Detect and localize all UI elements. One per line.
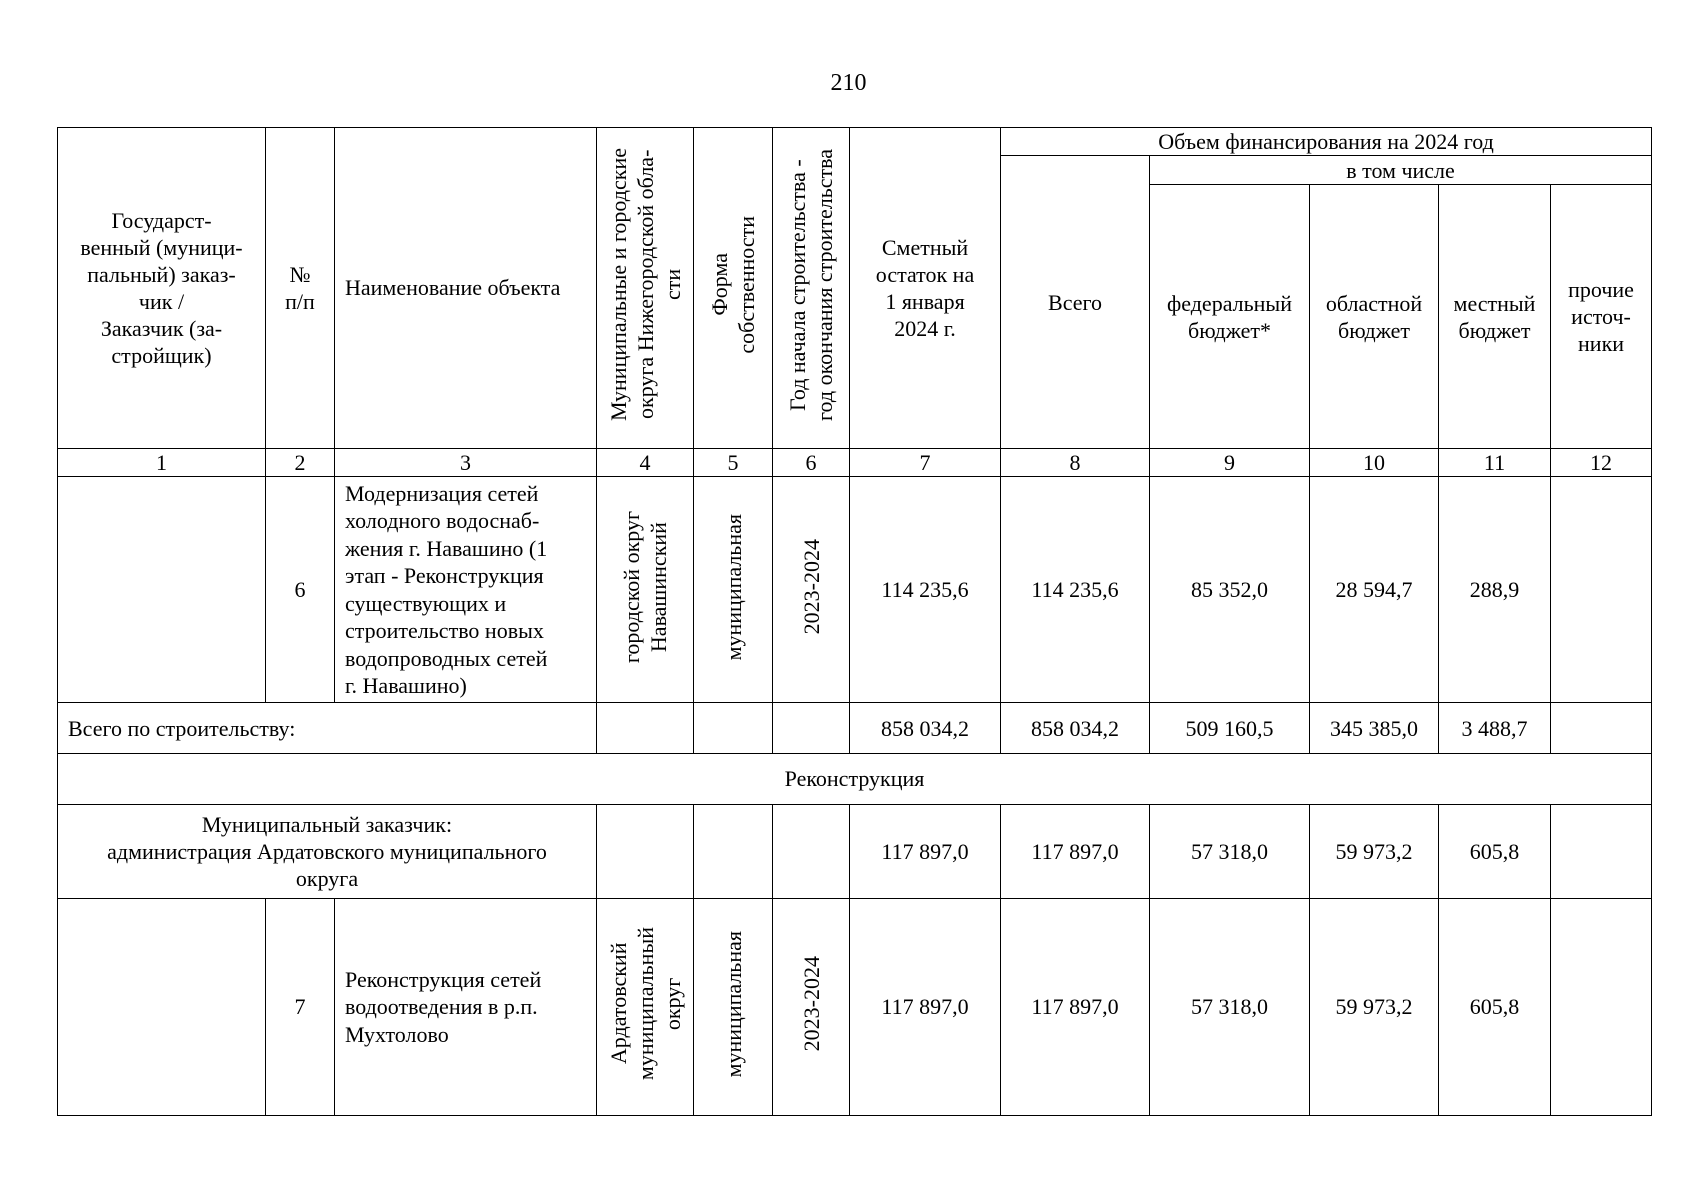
column-number: 7 (850, 448, 1001, 476)
federal-value: 85 352,0 (1150, 477, 1310, 703)
ownership-cell (694, 898, 773, 1115)
financing-table (57, 127, 1652, 1116)
total-value: 858 034,2 (1001, 703, 1150, 753)
total-value: 117 897,0 (1001, 805, 1150, 899)
years-cell (773, 898, 850, 1115)
district-cell (597, 898, 694, 1115)
table-row-object-7 (58, 898, 1652, 1115)
customer-cell-empty (58, 477, 266, 703)
header-regional: областной бюджет (1310, 185, 1439, 449)
empty-cell (694, 703, 773, 753)
years-cell (773, 477, 850, 703)
table-row-customer (58, 805, 1652, 899)
remaining-value: 858 034,2 (850, 703, 1001, 753)
local-value: 605,8 (1439, 805, 1551, 899)
federal-value: 509 160,5 (1150, 703, 1310, 753)
local-value: 605,8 (1439, 898, 1551, 1115)
federal-value: 57 318,0 (1150, 805, 1310, 899)
ownership: муниципальная (720, 513, 746, 660)
local-value: 288,9 (1439, 477, 1551, 703)
header-years: Год начала строительства - год окончания строительства (785, 148, 837, 421)
column-number: 6 (773, 448, 850, 476)
header-number: № п/п (266, 128, 335, 449)
header-customer: Государст- венный (муници- пальный) заказ- чик / Заказчик (за- стройщик) (58, 128, 266, 449)
column-number: 5 (694, 448, 773, 476)
local-value: 3 488,7 (1439, 703, 1551, 753)
header-other: прочие источ- ники (1551, 185, 1652, 449)
remaining-value: 117 897,0 (850, 898, 1001, 1115)
header-district-cell (597, 128, 694, 449)
object-name: Модернизация сетей холодного водоснаб- жения г. Навашино (1 этап - Реконструкция существующих и строительство новых водопроводных сетей г. Навашино) (335, 477, 597, 703)
header-years-cell (773, 128, 850, 449)
years: 2023-2024 (798, 539, 824, 635)
section-title-reconstruction: Реконструкция (58, 753, 1652, 804)
column-number: 8 (1001, 448, 1150, 476)
district: Ардатовский муниципальный округ (605, 927, 685, 1081)
other-value (1551, 703, 1652, 753)
header-remaining: Сметный остаток на 1 января 2024 г. (850, 128, 1001, 449)
regional-value: 59 973,2 (1310, 898, 1439, 1115)
empty-cell (694, 805, 773, 899)
page-number: 210 (830, 70, 867, 96)
other-value (1551, 805, 1652, 899)
empty-cell (597, 805, 694, 899)
district-cell (597, 477, 694, 703)
header-total: Всего (1001, 156, 1150, 449)
federal-value: 57 318,0 (1150, 898, 1310, 1115)
empty-cell (597, 703, 694, 753)
object-name: Реконструкция сетей водоотведения в р.п. Мухтолово (335, 898, 597, 1115)
customer-cell-empty (58, 898, 266, 1115)
header-financing: Объем финансирования на 2024 год (1001, 128, 1652, 156)
column-number: 2 (266, 448, 335, 476)
column-number: 3 (335, 448, 597, 476)
total-value: 117 897,0 (1001, 898, 1150, 1115)
regional-value: 345 385,0 (1310, 703, 1439, 753)
table-row-object-6 (58, 477, 1652, 703)
customer-label: Муниципальный заказчик: администрация Ардатовского муниципального округа (58, 805, 597, 899)
district: городской округ Навашинский (619, 510, 671, 663)
header-ownership: Форма собственности (707, 216, 759, 354)
years: 2023-2024 (798, 956, 824, 1052)
row-number: 7 (266, 898, 335, 1115)
total-value: 114 235,6 (1001, 477, 1150, 703)
regional-value: 28 594,7 (1310, 477, 1439, 703)
column-number: 1 (58, 448, 266, 476)
row-number: 6 (266, 477, 335, 703)
header-federal: федеральный бюджет* (1150, 185, 1310, 449)
section-row (58, 753, 1652, 804)
ownership: муниципальная (720, 930, 746, 1077)
total-construction-label: Всего по строительству: (58, 703, 597, 753)
column-number: 10 (1310, 448, 1439, 476)
ownership-cell (694, 477, 773, 703)
column-number: 12 (1551, 448, 1652, 476)
empty-cell (773, 805, 850, 899)
header-including: в том числе (1150, 156, 1652, 185)
header-ownership-cell (694, 128, 773, 449)
column-numbers-row (58, 448, 1652, 476)
remaining-value: 117 897,0 (850, 805, 1001, 899)
header-local: местный бюджет (1439, 185, 1551, 449)
header-object-name: Наименование объекта (335, 128, 597, 449)
regional-value: 59 973,2 (1310, 805, 1439, 899)
other-value (1551, 898, 1652, 1115)
header-row (58, 128, 1652, 156)
remaining-value: 114 235,6 (850, 477, 1001, 703)
column-number: 9 (1150, 448, 1310, 476)
column-number: 11 (1439, 448, 1551, 476)
empty-cell (773, 703, 850, 753)
header-district: Муниципальные и городские округа Нижегородской обла- сти (605, 148, 685, 422)
other-value (1551, 477, 1652, 703)
table-row-total-construction (58, 703, 1652, 753)
column-number: 4 (597, 448, 694, 476)
